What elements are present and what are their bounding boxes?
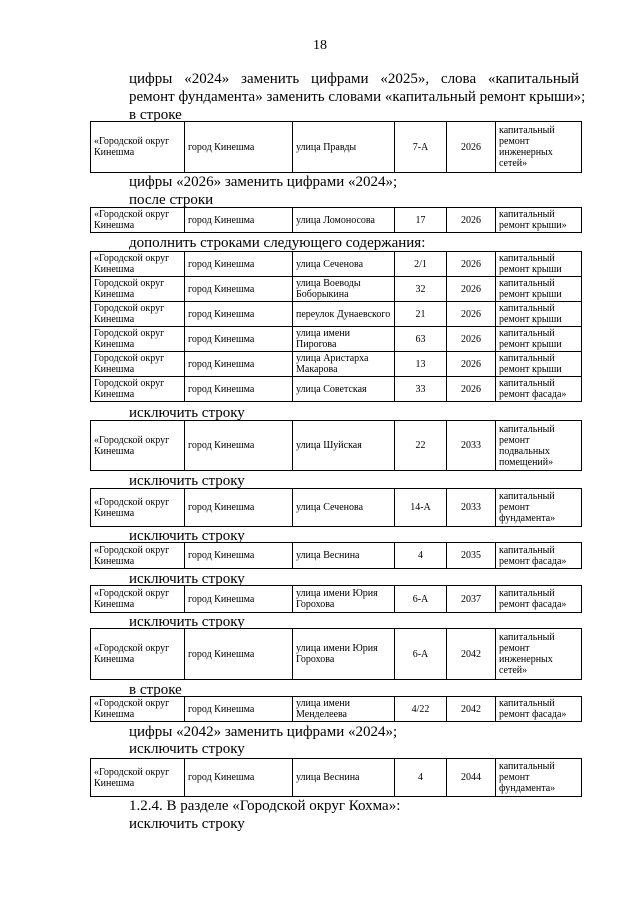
- municipality-cell: «Городской округ Кинешма: [91, 543, 185, 569]
- house-number-cell: 14-А: [395, 489, 447, 527]
- settlement-cell: город Кинешма: [185, 302, 293, 327]
- work-type-cell: капитальный ремонт крыши: [496, 277, 582, 302]
- settlement-cell: город Кинешма: [185, 629, 293, 680]
- house-number-cell: 21: [395, 302, 447, 327]
- instruction-text: цифры «2026» заменить цифрами «2024»;: [129, 174, 398, 190]
- street-cell: улица Сеченова: [293, 252, 395, 277]
- work-type-cell: капитальный ремонт крыши»: [496, 208, 582, 233]
- instruction-text: исключить строку: [129, 528, 245, 544]
- year-cell: 2033: [447, 421, 496, 471]
- amendment-table: [90, 696, 582, 722]
- amendment-table: [90, 207, 582, 233]
- work-type-cell: капитальный ремонт крыши: [496, 352, 582, 377]
- municipality-cell: «Городской округ Кинешма: [91, 421, 185, 471]
- house-number-cell: 6-А: [395, 586, 447, 613]
- year-cell: 2026: [447, 352, 496, 377]
- page-number: 18: [313, 38, 327, 53]
- work-type-cell: капитальный ремонт крыши: [496, 327, 582, 352]
- municipality-cell: «Городской округ Кинешма: [91, 489, 185, 527]
- work-type-cell: капитальный ремонт инженерных сетей»: [496, 122, 582, 173]
- year-cell: 2026: [447, 377, 496, 402]
- settlement-cell: город Кинешма: [185, 759, 293, 797]
- paragraph-line: цифры «2024» заменить цифрами «2025», слова «капитальный: [129, 71, 579, 87]
- municipality-cell: «Городской округ Кинешма: [91, 759, 185, 797]
- settlement-cell: город Кинешма: [185, 697, 293, 722]
- instruction-text: дополнить строками следующего содержания:: [129, 235, 426, 251]
- table-row: [91, 543, 582, 569]
- municipality-cell: Городской округ Кинешма: [91, 277, 185, 302]
- municipality-cell: Городской округ Кинешма: [91, 302, 185, 327]
- year-cell: 2026: [447, 302, 496, 327]
- street-cell: улица Веснина: [293, 759, 395, 797]
- house-number-cell: 63: [395, 327, 447, 352]
- table-row: [91, 697, 582, 722]
- street-cell: улица Воеводы Боборыкина: [293, 277, 395, 302]
- street-cell: улица Аристарха Макарова: [293, 352, 395, 377]
- work-type-cell: капитальный ремонт фасада»: [496, 377, 582, 402]
- instruction-text: исключить строку: [129, 816, 245, 832]
- street-cell: улица имени Менделеева: [293, 697, 395, 722]
- instruction-text: исключить строку: [129, 614, 245, 630]
- work-type-cell: капитальный ремонт фасада»: [496, 543, 582, 569]
- table-row: [91, 629, 582, 680]
- table-row: [91, 377, 582, 402]
- street-cell: улица имени Пирогова: [293, 327, 395, 352]
- house-number-cell: 32: [395, 277, 447, 302]
- table-row: [91, 277, 582, 302]
- house-number-cell: 6-А: [395, 629, 447, 680]
- settlement-cell: город Кинешма: [185, 122, 293, 173]
- table-row: [91, 489, 582, 527]
- amendment-table: [90, 420, 582, 471]
- work-type-cell: капитальный ремонт фасада»: [496, 697, 582, 722]
- settlement-cell: город Кинешма: [185, 543, 293, 569]
- street-cell: улица имени Юрия Горохова: [293, 629, 395, 680]
- year-cell: 2042: [447, 629, 496, 680]
- instruction-text: в строке: [129, 107, 182, 123]
- street-cell: улица Сеченова: [293, 489, 395, 527]
- work-type-cell: капитальный ремонт подвальных помещений»: [496, 421, 582, 471]
- table-row: [91, 327, 582, 352]
- year-cell: 2026: [447, 277, 496, 302]
- instruction-text: исключить строку: [129, 571, 245, 587]
- house-number-cell: 33: [395, 377, 447, 402]
- year-cell: 2037: [447, 586, 496, 613]
- section-heading: 1.2.4. В разделе «Городской округ Кохма»:: [129, 798, 401, 814]
- table-row: [91, 208, 582, 233]
- year-cell: 2026: [447, 208, 496, 233]
- municipality-cell: «Городской округ Кинешма: [91, 629, 185, 680]
- work-type-cell: капитальный ремонт фундамента»: [496, 759, 582, 797]
- instruction-text: в строке: [129, 682, 182, 698]
- year-cell: 2026: [447, 122, 496, 173]
- house-number-cell: 4: [395, 543, 447, 569]
- settlement-cell: город Кинешма: [185, 352, 293, 377]
- municipality-cell: «Городской округ Кинешма: [91, 586, 185, 613]
- settlement-cell: город Кинешма: [185, 277, 293, 302]
- amendment-table: [90, 585, 582, 613]
- table-row: [91, 122, 582, 173]
- municipality-cell: Городской округ Кинешма: [91, 377, 185, 402]
- settlement-cell: город Кинешма: [185, 377, 293, 402]
- settlement-cell: город Кинешма: [185, 421, 293, 471]
- table-row: [91, 252, 582, 277]
- amendment-table: [90, 542, 582, 569]
- house-number-cell: 13: [395, 352, 447, 377]
- instruction-text: исключить строку: [129, 741, 245, 757]
- amendment-table: [90, 488, 582, 527]
- house-number-cell: 4/22: [395, 697, 447, 722]
- house-number-cell: 4: [395, 759, 447, 797]
- table-row: [91, 352, 582, 377]
- work-type-cell: капитальный ремонт фундамента»: [496, 489, 582, 527]
- year-cell: 2042: [447, 697, 496, 722]
- settlement-cell: город Кинешма: [185, 586, 293, 613]
- municipality-cell: Городской округ Кинешма: [91, 352, 185, 377]
- street-cell: улица Веснина: [293, 543, 395, 569]
- amendment-table: [90, 251, 582, 402]
- street-cell: улица Шуйская: [293, 421, 395, 471]
- work-type-cell: капитальный ремонт фасада»: [496, 586, 582, 613]
- settlement-cell: город Кинешма: [185, 252, 293, 277]
- settlement-cell: город Кинешма: [185, 489, 293, 527]
- municipality-cell: «Городской округ Кинешма: [91, 252, 185, 277]
- street-cell: улица Советская: [293, 377, 395, 402]
- municipality-cell: Городской округ Кинешма: [91, 327, 185, 352]
- instruction-text: исключить строку: [129, 473, 245, 489]
- amendment-table: [90, 628, 582, 680]
- year-cell: 2044: [447, 759, 496, 797]
- amendment-table: [90, 758, 582, 797]
- instruction-text: после строки: [129, 192, 214, 208]
- instruction-text: цифры «2042» заменить цифрами «2024»;: [129, 724, 398, 740]
- table-row: [91, 302, 582, 327]
- work-type-cell: капитальный ремонт крыши: [496, 252, 582, 277]
- year-cell: 2026: [447, 252, 496, 277]
- settlement-cell: город Кинешма: [185, 208, 293, 233]
- year-cell: 2026: [447, 327, 496, 352]
- municipality-cell: «Городской округ Кинешма: [91, 122, 185, 173]
- street-cell: улица имени Юрия Горохова: [293, 586, 395, 613]
- table-row: [91, 586, 582, 613]
- work-type-cell: капитальный ремонт инженерных сетей»: [496, 629, 582, 680]
- street-cell: улица Ломоносова: [293, 208, 395, 233]
- year-cell: 2035: [447, 543, 496, 569]
- municipality-cell: «Городской округ Кинешма: [91, 697, 185, 722]
- house-number-cell: 17: [395, 208, 447, 233]
- house-number-cell: 22: [395, 421, 447, 471]
- work-type-cell: капитальный ремонт крыши: [496, 302, 582, 327]
- amendment-table: [90, 121, 582, 173]
- instruction-text: исключить строку: [129, 405, 245, 421]
- year-cell: 2033: [447, 489, 496, 527]
- municipality-cell: «Городской округ Кинешма: [91, 208, 185, 233]
- settlement-cell: город Кинешма: [185, 327, 293, 352]
- table-row: [91, 421, 582, 471]
- paragraph-line: ремонт фундамента» заменить словами «капитальный ремонт крыши»;: [129, 89, 586, 105]
- house-number-cell: 7-А: [395, 122, 447, 173]
- table-row: [91, 759, 582, 797]
- house-number-cell: 2/1: [395, 252, 447, 277]
- street-cell: улица Правды: [293, 122, 395, 173]
- street-cell: переулок Дунаевского: [293, 302, 395, 327]
